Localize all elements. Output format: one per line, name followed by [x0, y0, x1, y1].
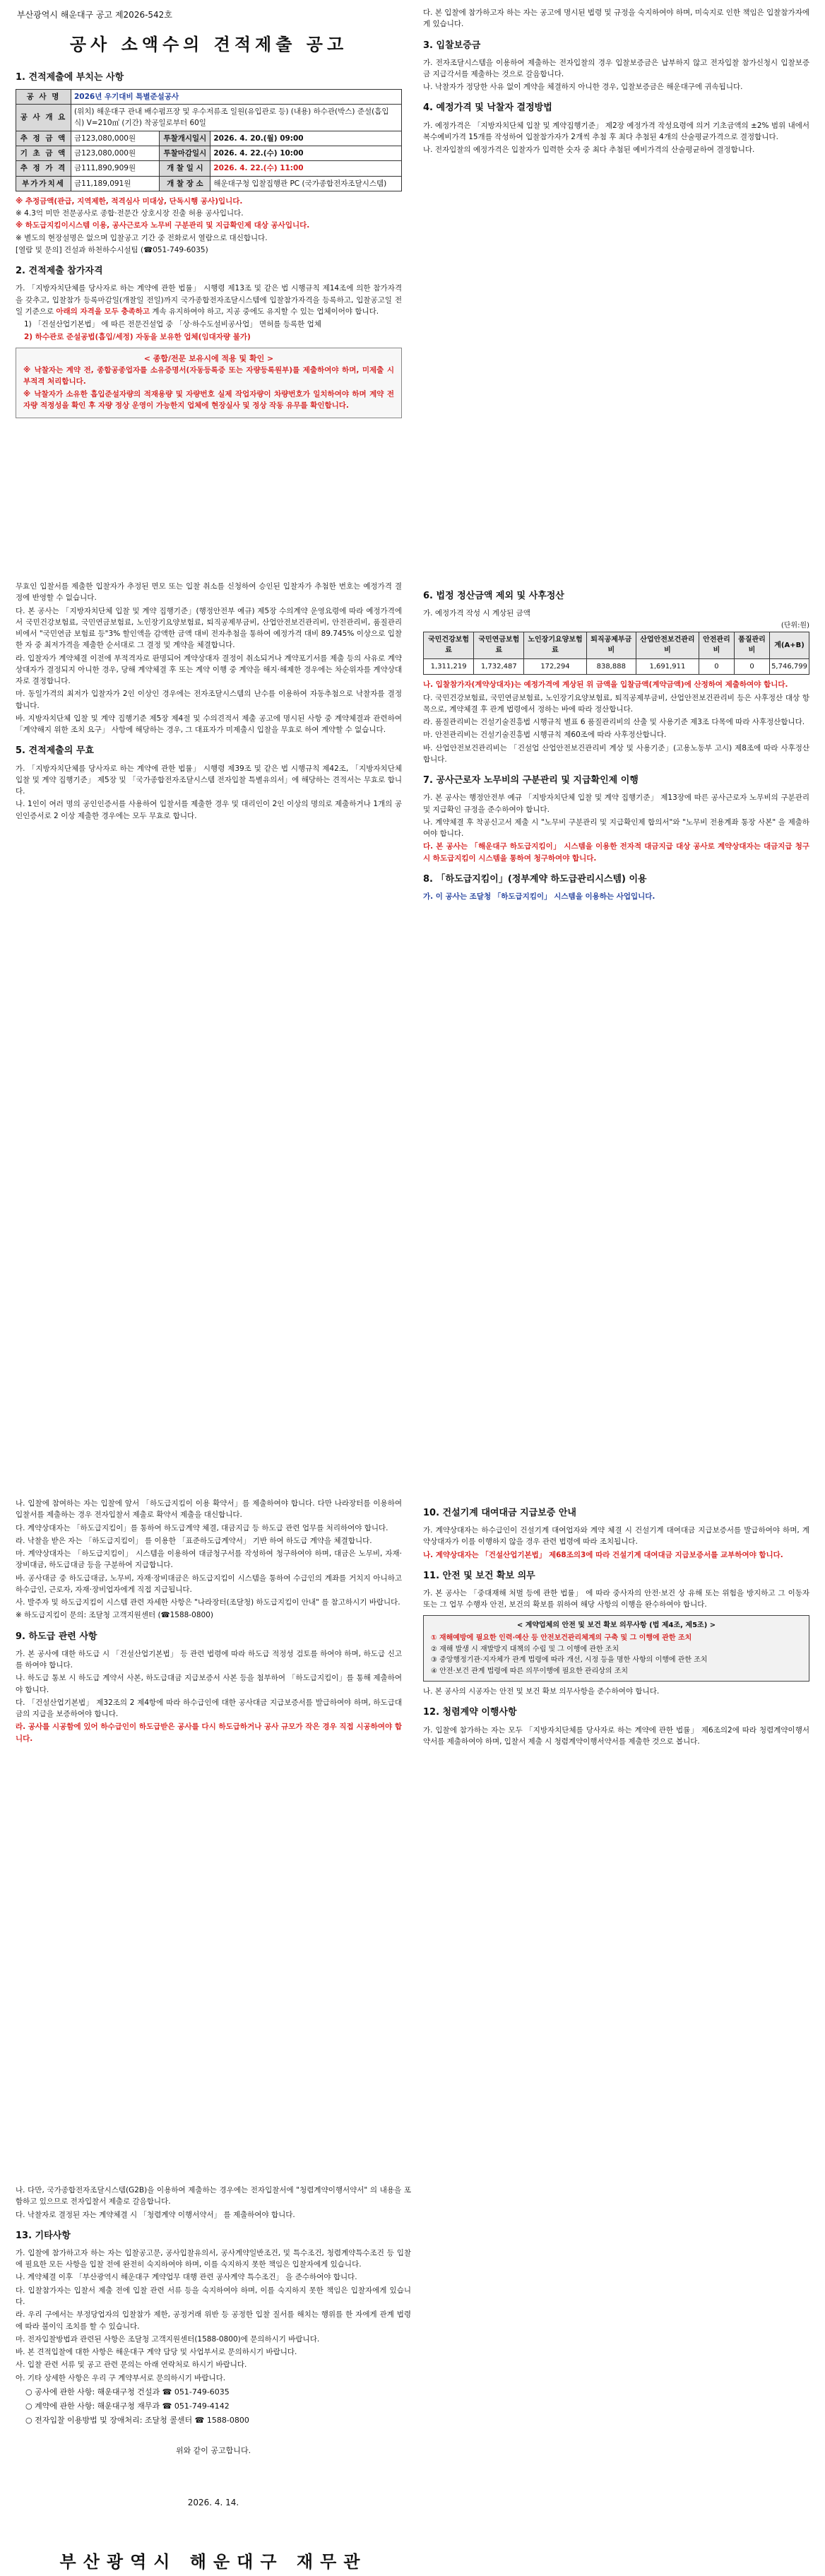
paragraph: 무효인 입찰서를 제출한 입찰자가 추정된 면모 또는 입찰 취소를 신청하여 승인된 입찰자가 추첨한 번호는 예정가격 결정에 반영할 수 없습니다. [16, 582, 402, 603]
section-heading: 13. 기타사항 [16, 2230, 71, 2241]
paragraph: 가. 입찰에 참가하고자 하는 자는 입찰공고문, 공사입찰유의서, 공사계약일반조건, 및 특수조건, 청렴계약특수조건 등 입찰에 필요한 모든 사항을 입찰 전에 완전히 숙지하여야 하며, 이를 숙지하지 못한 책임은 입찰자에게 있습니다. [16, 2248, 411, 2269]
paragraph: 라. 품질관리비는 건설기술진흥법 시행규칙 별표 6 품질관리비의 산출 및 사용기준 제3조 다목에 따라 사후정산합니다. [423, 718, 805, 727]
table-cell: 1,691,911 [636, 658, 699, 675]
row-label: 투찰개시일시 [160, 131, 210, 146]
section-heading: 5. 견적제출의 무효 [16, 745, 94, 757]
paragraph: 라. 낙찰을 받은 자는 「하도급지킴이」 를 이용한 「표준하도급계약서」 기반 하여 하도급 계약을 체결합니다. [16, 1536, 372, 1545]
table-header: 산업안전보건관리비 [636, 632, 699, 658]
paragraph: 가. 입찰에 참가하는 자는 모두 「지방자치단체를 당사자로 하는 계약에 관한 법률」 제6조의2에 따라 청렴계약이행서약서를 제출하여야 하며, 입찰서 제출 시 청렴계약이행서약서를 제출한 것으로 봅니다. [423, 1725, 809, 1746]
paragraph: 나. 입찰에 참여하는 자는 입찰에 앞서 「하도급지킴이 이용 확약서」를 제출하여야 합니다. 다만 나라장터를 이용하여 입찰서를 제출하는 경우 전자입찰서 제출로 확약서 제출을 대신합니다. [16, 1499, 402, 1520]
table-header: 안전관리비 [699, 632, 734, 658]
paragraph: 나. 1인이 여러 명의 공인인증서를 사용하여 입찰서를 제출한 경우 및 대리인이 2인 이상의 명의로 제출하거나 1개의 공인인증서로 2 이상 제출한 경우에는 모두 무효로 합니다. [16, 800, 402, 820]
paragraph: 다. 본 입찰에 참가하고자 하는 자는 공고에 명시된 법령 및 규정을 숙지하여야 하며, 미숙지로 인한 책임은 입찰참가자에게 있습니다. [423, 8, 809, 29]
section-heading: 10. 건설기계 대여대금 지급보증 안내 [423, 1508, 576, 1518]
table-header: 퇴직공제부금비 [586, 632, 636, 658]
row-value: 금111,890,909원 [71, 161, 160, 176]
paragraph: 나. 계약체결 후 착공신고서 제출 시 "노무비 구분관리 및 지급확인제 합의서"와 "노무비 전용계좌 통장 사본" 을 제출하여야 합니다. [423, 817, 809, 839]
paragraph: 2) 하수관로 준설공법(흡입/세정) 자동을 보유한 업체(임대자량 불가) [24, 333, 251, 342]
paragraph: 사. 발주자 및 하도급지킴이 시스템 관련 자세한 사항은 "나라장터(조달청) 하도급지킴이 안내" 를 참고하시기 바랍니다. [16, 1598, 400, 1607]
note-line: ※ 하도급지킴이 문의: 조달청 고객지원센터 (☎1588-0800) [16, 1611, 213, 1620]
paragraph: 가. 본 공사는 「중대재해 처벌 등에 관한 법률」 에 따라 중사자의 안전·보건 상 유해 또는 위험을 방지하고 그 이동자 또는 그 업무 수행자 안전, 보건의 확보를 위하여 해당 사항의 이행을 완수하여야 합니다. [423, 1589, 809, 1609]
row-label: 부가가치세 [16, 176, 71, 191]
row-label: 추 정 금 액 [16, 131, 71, 146]
box-title: < 종합/전문 보유시에 적용 및 확인 > [143, 353, 274, 363]
section-heading: 11. 안전 및 보건 확보 의무 [423, 1570, 535, 1581]
row-label: 투찰마감일시 [160, 146, 210, 160]
row-value: 2026. 4. 22.(수) 10:00 [210, 146, 402, 160]
eligibility-box [16, 348, 402, 418]
paragraph: 다. 「건설산업기본법」 제32조의 2 제4항에 따라 하수급인에 대한 공사대금 지급보증서를 발급하여야 하며, 하도급대금의 지급을 보증하여야 합니다. [16, 1698, 402, 1719]
table-header: 국민연금보험료 [474, 632, 524, 658]
paragraph: 사. 입찰 관련 서류 및 공고 관련 문의는 아래 연락처로 하시기 바랍니다. [16, 2361, 247, 2370]
row-label: 기 초 금 액 [16, 146, 71, 160]
sheet-3 [16, 1498, 809, 2179]
contact-line: ○ 공사에 관한 사항: 해운대구청 건설과 ☎ 051-749-6035 [25, 2387, 230, 2397]
row-label: 추 정 가 격 [16, 161, 71, 176]
paragraph: 가. 전자조달시스템을 이용하여 제출하는 전자입찰의 경우 입찰보증금은 납부하지 않고 전자입찰 참가신청시 입찰보증금 지급각서를 제출하는 것으로 갈음합니다. [423, 58, 809, 78]
paragraph: 1) 「건설산업기본법」 에 따른 전문건설업 중 「상·하수도설비공사업」 면허를 등록한 업체 [24, 320, 321, 329]
table-cell: 5,746,799 [770, 658, 809, 675]
checklist-item: ③ 중앙행정기관·지자체가 관계 법령에 따라 개선, 시정 등을 명한 사항의 이행에 관한 조치 [431, 1656, 708, 1665]
paragraph: 다. 입찰참가자는 입찰서 제출 전에 입찰 관련 서류 등을 숙지하여야 하며, 이를 숙지하지 못한 책임은 입찰자에게 있습니다. [16, 2286, 411, 2306]
sheet-2 [16, 581, 809, 1492]
paragraph: 나. 하도급 통보 시 하도급 계약서 사본, 하도급대금 지급보증서 사본 등을 첨부하여 「하도급지킴이」를 통해 제출하여야 합니다. [16, 1674, 402, 1694]
closing-line: 위와 같이 공고합니다. [175, 2446, 251, 2455]
section-heading: 1. 견적제출에 부치는 사항 [16, 71, 124, 83]
row-value: 금11,189,091원 [71, 176, 160, 191]
paragraph: 바. 지방자치단체 입찰 및 계약 집행기준 제5장 제4절 및 수의견적서 제출 공고에 명시된 사항 중 계약체결과 관련하여 「계약해지 위한 조치 요구」 사항에 해당하는 경우, 그 대표자가 미제출시 입찰을 무효로 하여 계약할 수 없습니다. [16, 714, 402, 735]
paragraph: 마. 전자입찰방법과 관련된 사항은 조달청 고객지원센터(1588-0800)에 문의하시기 바랍니다. [16, 2334, 320, 2344]
summary-table [16, 89, 402, 191]
table-cell: 1,311,219 [424, 658, 474, 675]
safety-checklist [423, 1615, 809, 1682]
row-value: 2026. 4. 22.(수) 11:00 [210, 161, 402, 176]
note-line: [열람 및 문의] 건설과 하천하수시설팀 (☎051-749-6035) [16, 245, 208, 254]
sheet-4 [16, 2185, 809, 2572]
paragraph: 라. 입찰자가 계약체결 이전에 부적격자로 판명되어 계약상대자 결정이 취소되거나 계약포기서를 제출 등의 사유로 계약상대자가 결정되지 아니한 경우, 당해 계약체결 후 또는 계약 이행 중 계약을 해지·해제한 경우에는 차순위자를 계약상대자로 결정합니다. [16, 654, 402, 686]
table-cell: 0 [699, 658, 734, 675]
paragraph: 다. 계약상대자는 「하도급지킴이」를 통하여 하도급계약 체결, 대금지급 등 하도급 관련 업무를 처리하여야 합니다. [16, 1523, 388, 1532]
contact-line: ○ 계약에 관한 사항: 해운대구청 재무과 ☎ 051-749-4142 [25, 2401, 230, 2411]
checklist-item: ④ 안전·보건 관계 법령에 따른 의무이행에 필요한 관리상의 조치 [431, 1667, 629, 1675]
column-right [423, 4, 809, 575]
table-cell: 1,732,487 [474, 658, 524, 675]
column-left [16, 2185, 411, 2575]
section-heading: 9. 하도급 관련 사항 [16, 1631, 97, 1642]
section-heading: 6. 법정 정산금액 제외 및 사후정산 [423, 591, 564, 601]
box-line: ※ 낙찰자는 계약 전, 종합공종업자를 소유증명서(자동등록증 또는 자량등록원부)를 제출하여야 하며, 미제출 시 부적격 처리합니다. [23, 365, 394, 386]
row-value: 금123,080,000원 [71, 131, 160, 146]
note-line: ※ 별도의 현장설명은 없으며 입찰공고 기간 중 전화로서 열람으로 대신합니다. [16, 233, 268, 242]
project-name: 2026년 우기대비 특별준설공사 [71, 89, 402, 104]
table-header: 품질관리비 [734, 632, 769, 658]
paragraph: 다. 본 공사는 「지방자치단체 입찰 및 계약 집행기준」(행정안전부 예규) 제5장 수의계약 운영요령에 따라 예정가격에서 국민건강보험료, 국민연금보험료, 노인장기요양보험료, 퇴직공제부금비, 산업안전보건관리비, 안전관리비, 품질관리비에서 "국민연금 보험료 등"3% 할인액을 감액한 금액 대비 전자추첨을 통하여 예정가격 대비 89.745% 이상으로 입찰한 자 중 최저가격을 제출한 순서대로 그 결정 및 계약을 체결합니다. [16, 606, 402, 650]
paragraph: 가. 계약상대자는 하수급인이 건설기계 대여업자와 계약 체결 시 건설기계 대여대금 지급보증서를 발급하여야 하며, 계약상대자가 이를 이행하지 않을 경우 관련 법령에 따라 조치됩니다. [423, 1526, 809, 1547]
paragraph: 나. 전자입찰의 예정가격은 입찰자가 입력한 숫자 중 최다 추첨된 예비가격의 산술평균하여 결정합니다. [423, 146, 755, 155]
paragraph: 가. 예정가격은 「지방자치단체 입찰 및 계약집행기준」 제2장 예정가격 작성요령에 의거 기초금액의 ±2% 범위 내에서 복수예비가격 15개를 작성하여 입찰참가자가 2개씩 추첨 후 최다 추첨된 4개의 산술평균가격으로 결정합니다. [423, 121, 809, 141]
paragraph: 다. 본 공사는 「해운대구 하도급지킴이」 시스템을 이용한 전자적 대금지급 대상 공사로 계약상대자는 대금지급 청구 시 하도급지킴이 시스템을 통하여 청구하여야 합니다. [423, 842, 809, 863]
paragraph: 나. 본 공사의 시공자는 안전 및 보건 확보 의무사항을 준수하여야 합니다. [423, 1687, 660, 1696]
table-cell: 838,888 [586, 658, 636, 675]
issuer-name: 부산광역시 해운대구 재무관 [59, 2551, 367, 2572]
table-cell: 0 [734, 658, 769, 675]
paragraph: 가. 본 공사에 대한 하도급 시 「건설산업기본법」 등 관련 법령에 따라 하도급 적정성 검토를 하여야 하며, 하도급 신고를 하여야 합니다. [16, 1649, 402, 1670]
paragraph: 나. 계약체결 이후 「부산광역시 해운대구 계약업무 대행 관련 공사계약 특수조건」 을 준수하여야 합니다. [16, 2273, 357, 2282]
sheet-1 [16, 4, 809, 575]
column-left [16, 4, 402, 575]
paragraph: 마. 계약상대자는 「하도급지킴이」 시스템을 이용하여 대금청구서를 작성하여 청구하여야 하며, 대금은 노무비, 자재·장비대금, 하도급대금 등을 구분하여 지급합니다. [16, 1549, 402, 1570]
column-right [423, 1498, 809, 2179]
paragraph: 가. 「지방자치단체를 당사자로 하는 계약에 관한 법률」 시행령 제13조 및 같은 법 시행규칙 제14조에 의한 참가자격을 갖추고, 입찰참가 등록마감일(개찰일 전일)까지 국가종합전자조달시스템에 입찰참가자격을 등록하고, 입찰공고일 전일 기준으로 아래의 자격을 모두 충족하고 계속 유지하여야 하고, 지공 중에도 유지할 수 있는 업체이어야 합니다. [16, 284, 402, 316]
paragraph: 라. 공사를 시공함에 있어 하수급인이 하도급받은 공사를 다시 하도급하거나 공사 규모가 작은 경우 직접 시공하여야 합니다. [16, 1723, 402, 1743]
section-heading: 7. 공사근로자 노무비의 구분관리 및 지급확인제 이행 [423, 775, 639, 786]
paragraph: 마. 동일가격의 최저가 입찰자가 2인 이상인 경우에는 전자조달시스템의 난수를 이용하여 자동추첨으로 낙찰자를 결정합니다. [16, 690, 402, 710]
paragraph: 나. 다만, 국가종합전자조달시스템(G2B)을 이용하여 제출하는 경우에는 전자입찰서에 "청렴계약이행서약서" 의 내용을 포함하고 있으므로 전자입찰서 제출로 갈음합니다. [16, 2186, 411, 2206]
paragraph: 라. 우리 구에서는 부정당업자의 입찰참가 제한, 공정거래 위반 등 공정한 입찰 질서를 해치는 행위를 한 자에게 관계 법령에 따라 불이익 조치를 할 수 있습니다. [16, 2310, 411, 2331]
contact-line: ○ 전자입찰 이용방법 및 장애처리: 조달청 콜센터 ☎ 1588-0800 [25, 2415, 249, 2425]
cost-table [423, 632, 809, 675]
note-line: ※ 추정금액(관급, 지역제한, 적격심사 미대상, 단독시행 공사)입니다. [16, 196, 243, 206]
paragraph: 바. 산업안전보건관리비는 「건설업 산업안전보건관리비 계상 및 사용기준」(고용노동부 고시) 제8조에 따라 사후정산합니다. [423, 743, 809, 764]
row-label: 공 사 개 요 [16, 105, 71, 131]
document-title: 공사 소액수의 견적제출 공고 [69, 34, 348, 54]
unit-label: (단위:원) [781, 622, 809, 630]
notice-number: 부산광역시 해운대구 공고 제2026-542호 [17, 10, 172, 20]
notice-date: 2026. 4. 14. [187, 2498, 239, 2508]
paragraph: 나. 입찰참가자(계약상대자)는 예정가격에 계상된 위 금액을 입찰금액(계약금액)에 산정하여 제출하여야 합니다. [423, 680, 788, 690]
paragraph: 가. 이 공사는 조달청 「하도급지킴이」 시스템을 이용하는 사업입니다. [423, 892, 655, 902]
section-heading: 2. 견적제출 참가자격 [16, 266, 103, 277]
paragraph: 바. 본 견적입찰에 대한 사항은 해운대구 계약 담당 및 사업부서로 문의하시기 바랍니다. [16, 2348, 297, 2357]
section-heading: 4. 예정가격 및 낙찰자 결정방법 [423, 102, 552, 114]
table-header: 계(A+B) [770, 632, 809, 658]
column-right [423, 581, 809, 1492]
box-line: ※ 낙찰자가 소유한 흡입준설자량의 적재용량 및 자량번호 실제 작업자량이 차량번호가 일치하여야 하며 계약 전 자량 적정성을 확인 후 자량 정상 운영이 가능한지 업체에 현장실사 및 정상 작동 유무를 확인합니다. [23, 390, 394, 410]
column-left [16, 1498, 402, 2179]
row-label: 개 찰 일 시 [160, 161, 210, 176]
row-label: 개 찰 장 소 [160, 176, 210, 191]
note-line: ※ 4.3억 미만 전문공사로 종합·전문간 상호시장 진출 허용 공사입니다. [16, 209, 244, 218]
paragraph: 다. 국민건강보험료, 국민연금보험료, 노인장기요양보험료, 퇴직공제부금비, 산업안전보건관리비 등은 사후정산 대상 항목으로, 계약체결 후 관계 법령에서 정하는 바에 따라 정산합니다. [423, 693, 809, 714]
note-line: ※ 하도급지킴이시스템 이용, 공사근로자 노무비 구분관리 및 지급확인제 대상 공사입니다. [16, 221, 310, 230]
checklist-title: < 계약업체의 안전 및 보건 확보 의무사항 (법 제4조, 제5조) > [516, 1621, 716, 1629]
table-cell: 172,294 [524, 658, 586, 675]
row-label: 공 사 명 [16, 89, 71, 104]
row-value: 해운대구청 입찰집행관 PC (국가종합전자조달시스템) [210, 176, 402, 191]
paragraph: 바. 공사대금 중 하도급대금, 노무비, 자재·장비대금은 하도급지킴이 시스템을 통하여 수급인의 계좌를 거치지 아니하고 하수급인, 근로자, 자재·장비업자에게 직접 지급됩니다. [16, 1573, 402, 1594]
checklist-item: ① 재해예방에 필요한 인력·예산 등 안전보건관리체계의 구축 및 그 이행에 관한 조치 [431, 1634, 692, 1643]
paragraph: 가. 예정가격 작성 시 계상된 금액 [423, 609, 530, 618]
paragraph: 가. 「지방자치단체를 당사자로 하는 계약에 관한 법률」 시행령 제39조 및 같은 법 시행규칙 제42조, 「지방자치단체 입찰 및 계약 집행기준」 제5장 및 「국가종합전자조달시스템 전자입찰 특별유의서」에 해당하는 견적서는 무효로 합니다. [16, 764, 402, 796]
section-heading: 8. 「하도급지킴이」(정부계약 하도급관리시스템) 이용 [423, 874, 647, 885]
paragraph: 나. 계약상대자는 「건설산업기본법」 제68조의3에 따라 건설기계 대여대금 지급보증서를 교부하여야 합니다. [423, 1550, 783, 1559]
paragraph: 아. 기타 상세한 사항은 우리 구 계약부서로 문의하시기 바랍니다. [16, 2373, 226, 2382]
table-header: 노인장기요양보험료 [524, 632, 586, 658]
checklist-item: ② 재해 발생 시 재발방지 대책의 수립 및 그 이행에 관한 조치 [431, 1645, 619, 1653]
row-value: 2026. 4. 20.(월) 09:00 [210, 131, 402, 146]
paragraph: 가. 본 공사는 행정안전부 예규 「지방자치단체 입찰 및 계약 집행기준」 제13장에 따른 공사근로자 노무비의 구분관리 및 지급확인 규정을 준수하여야 합니다. [423, 793, 809, 814]
section-heading: 3. 입찰보증금 [423, 40, 481, 51]
row-value: 금123,080,000원 [71, 146, 160, 160]
section-heading: 12. 청렴계약 이행사항 [423, 1707, 517, 1718]
column-left [16, 581, 402, 1492]
paragraph: 나. 낙찰자가 정당한 사유 없이 계약을 체결하지 아니한 경우, 입찰보증금은 해운대구에 귀속됩니다. [423, 83, 743, 92]
paragraph: 다. 낙찰자로 결정된 자는 계약체결 시 「청렴계약 이행서약서」 를 제출하여야 합니다. [16, 2210, 295, 2219]
project-overview: (위치) 해운대구 관내 배수펌프장 및 우수저류조 일원(유입관로 등) (내용) 하수관(박스) 준설(흡입식) V=210㎥ (기간) 착공일로부터 60일 [71, 105, 402, 131]
paragraph: 마. 안전관리비는 건설기술진흥법 시행규칙 제60조에 따라 사후정산합니다. [423, 731, 667, 740]
table-header: 국민건강보험료 [424, 632, 474, 658]
